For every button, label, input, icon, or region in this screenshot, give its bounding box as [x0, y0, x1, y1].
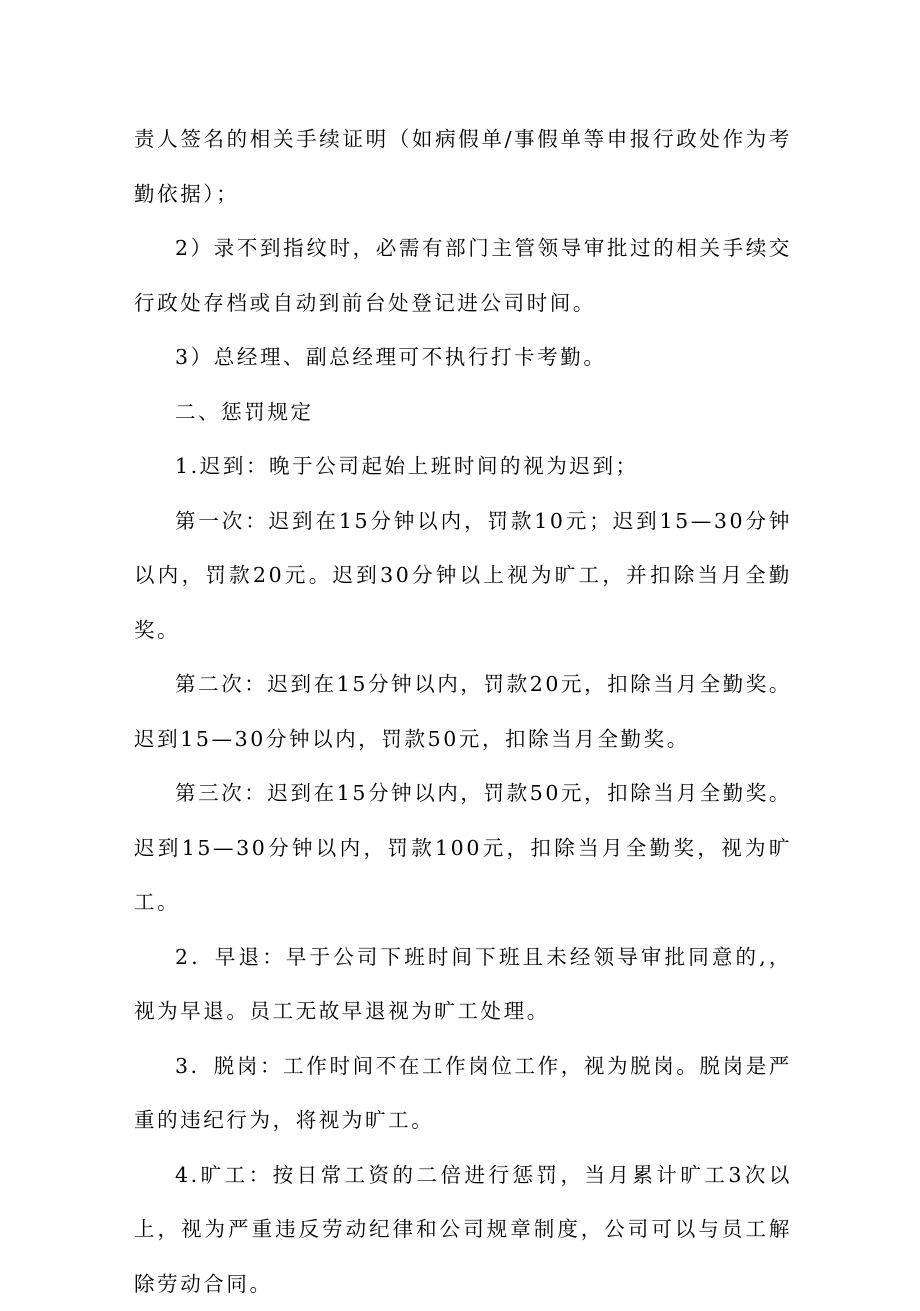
- paragraph-first-offense: 第一次：迟到在15分钟以内，罚款10元；迟到15—30分钟以内，罚款20元。迟到30分钟以上视为旷工，并扣除当月全勤奖。: [134, 494, 792, 658]
- paragraph-absenteeism: 4.旷工：按日常工资的二倍进行惩罚，当月累计旷工3次以上，视为严重违反劳动纪律和公司规章制度，公司可以与员工解除劳动合同。: [134, 1148, 792, 1311]
- paragraph-off-post: 3．脱岗：工作时间不在工作岗位工作，视为脱岗。脱岗是严重的违纪行为，将视为旷工。: [134, 1039, 792, 1148]
- paragraph-fingerprint-rule: 2）录不到指纹时，必需有部门主管领导审批过的相关手续交行政处存档或自动到前台处登记进公司时间。: [134, 221, 792, 330]
- section-heading-penalties: 二、惩罚规定: [134, 385, 792, 440]
- paragraph-second-offense: 第二次：迟到在15分钟以内，罚款20元，扣除当月全勤奖。迟到15—30分钟以内，罚款50元，扣除当月全勤奖。: [134, 657, 792, 766]
- paragraph-lateness-definition: 1.迟到：晚于公司起始上班时间的视为迟到；: [134, 439, 792, 494]
- paragraph-third-offense: 第三次：迟到在15分钟以内，罚款50元，扣除当月全勤奖。迟到15—30分钟以内，罚款100元，扣除当月全勤奖，视为旷工。: [134, 766, 792, 930]
- paragraph-manager-exemption: 3）总经理、副总经理可不执行打卡考勤。: [134, 330, 792, 385]
- paragraph-continuation: 责人签名的相关手续证明（如病假单/事假单等申报行政处作为考勤依据）；: [134, 112, 792, 221]
- paragraph-early-leave: 2．早退：早于公司下班时间下班且未经领导审批同意的,，视为早退。员工无故早退视为旷工处理。: [134, 930, 792, 1039]
